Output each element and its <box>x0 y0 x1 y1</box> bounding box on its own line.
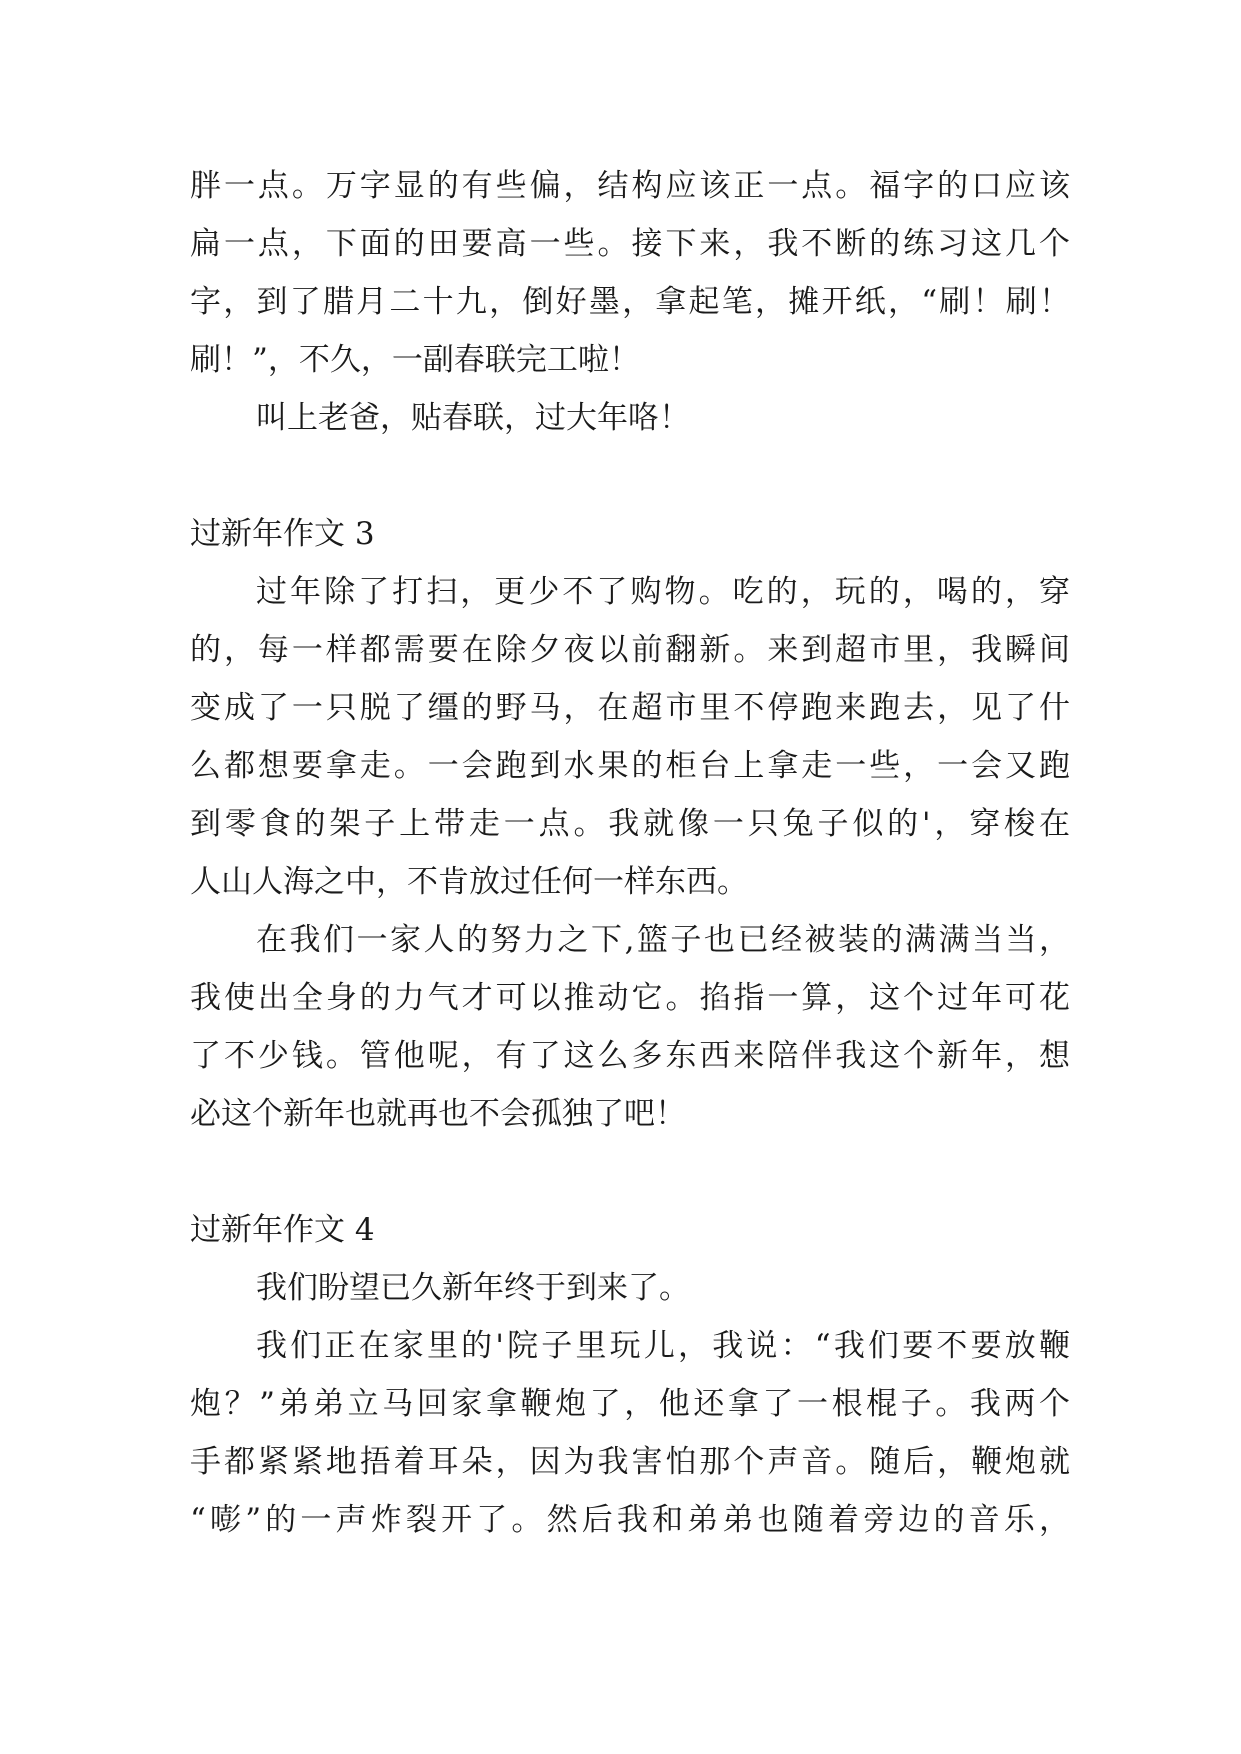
text-line: 的，每一样都需要在除夕夜以前翻新。来到超市里，我瞬间 <box>190 632 1070 668</box>
text-line: 在我们一家人的努力之下,篮子也已经被装的满满当当， <box>256 922 1070 958</box>
text-line: “嘭”的一声炸裂开了。然后我和弟弟也随着旁边的音乐， <box>190 1502 1070 1538</box>
text-line: 过年除了打扫，更少不了购物。吃的，玩的，喝的，穿 <box>256 574 1070 610</box>
text-line: 炮？”弟弟立马回家拿鞭炮了，他还拿了一根棍子。我两个 <box>190 1386 1070 1422</box>
text-line: 手都紧紧地捂着耳朵，因为我害怕那个声音。随后，鞭炮就 <box>190 1444 1070 1480</box>
text-line: 胖一点。万字显的有些偏，结构应该正一点。福字的口应该 <box>190 168 1070 204</box>
text-line: 么都想要拿走。一会跑到水果的柜台上拿走一些，一会又跑 <box>190 748 1070 784</box>
essay-3-title: 过新年作文 3 <box>190 516 375 552</box>
essay-4-paragraph-2 <box>190 1317 1070 1549</box>
text-line: 扁一点，下面的田要高一些。接下来，我不断的练习这几个 <box>190 226 1070 262</box>
essay-3-paragraph-2 <box>190 911 1070 1143</box>
text-line: 刷！”，不久，一副春联完工啦！ <box>190 342 640 378</box>
document-body <box>190 157 1070 1549</box>
paragraph-closing: 叫上老爸，贴春联，过大年咯！ <box>256 400 690 436</box>
text-line: 我使出全身的力气才可以推动它。掐指一算，这个过年可花 <box>190 980 1070 1016</box>
paragraph-continuation <box>190 157 1070 389</box>
text-line: 我们正在家里的'院子里玩儿，我说：“我们要不要放鞭 <box>256 1328 1070 1364</box>
text-line: 字，到了腊月二十九，倒好墨，拿起笔，摊开纸，“刷！刷！ <box>190 284 1070 320</box>
text-line: 必这个新年也就再也不会孤独了吧！ <box>190 1096 686 1132</box>
text-line: 了不少钱。管他呢，有了这么多东西来陪伴我这个新年，想 <box>190 1038 1070 1074</box>
text-line: 到零食的架子上带走一点。我就像一只兔子似的'，穿梭在 <box>190 806 1070 842</box>
text-line: 变成了一只脱了缰的野马，在超市里不停跑来跑去，见了什 <box>190 690 1070 726</box>
text-line: 人山人海之中，不肯放过任何一样东西。 <box>190 864 748 900</box>
essay-3-paragraph-1 <box>190 563 1070 911</box>
section-spacer <box>190 1143 1070 1201</box>
essay-4-paragraph-1: 我们盼望已久新年终于到来了。 <box>256 1270 690 1306</box>
section-spacer <box>190 447 1070 505</box>
essay-4-title: 过新年作文 4 <box>190 1212 375 1248</box>
